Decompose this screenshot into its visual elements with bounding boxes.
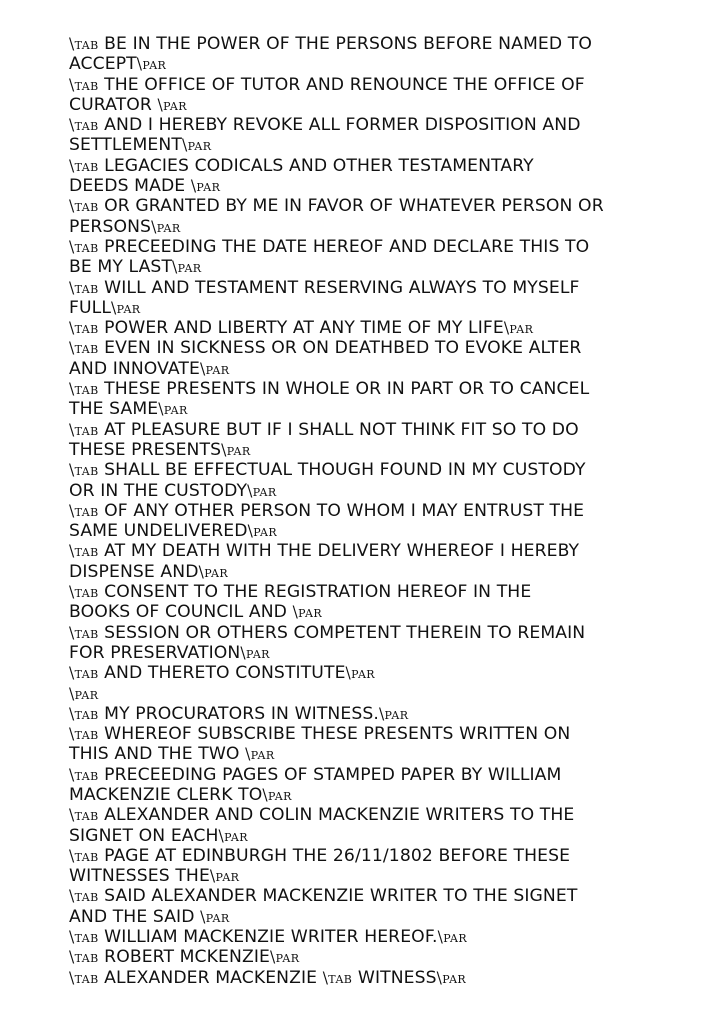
document-body — [69, 34, 709, 988]
document-line: BE MY LAST\par — [69, 257, 202, 278]
document-line: \tab WHEREOF SUBSCRIBE THESE PRESENTS WRITTEN ON — [69, 724, 571, 745]
document-line: ACCEPT\par — [69, 54, 167, 75]
document-line: \tab PAGE AT EDINBURGH THE 26/11/1802 BEFORE THESE — [69, 845, 571, 866]
document-line: \tab SESSION OR OTHERS COMPETENT THEREIN TO REMAIN — [69, 622, 586, 643]
document-line: \tab AT PLEASURE BUT IF I SHALL NOT THINK FIT SO TO DO — [69, 419, 579, 440]
document-line: \tab MY PROCURATORS IN WITNESS.\par — [69, 703, 409, 724]
document-line: \tab THE OFFICE OF TUTOR AND RENOUNCE THE OFFICE OF — [69, 74, 585, 95]
document-line: \tab WILLIAM MACKENZIE WRITER HEREOF.\par — [69, 927, 468, 948]
document-line: SIGNET ON EACH\par — [69, 825, 248, 846]
document-line: \tab PRECEEDING THE DATE HEREOF AND DECLARE THIS TO — [69, 236, 590, 257]
document-line: BOOKS OF COUNCIL AND \par — [69, 602, 323, 623]
document-line: MACKENZIE CLERK TO\par — [69, 784, 292, 805]
document-line: \tab SHALL BE EFFECTUAL THOUGH FOUND IN MY CUSTODY — [69, 460, 586, 481]
document-line: \tab EVEN IN SICKNESS OR ON DEATHBED TO EVOKE ALTER — [69, 338, 582, 359]
document-line: \tab ROBERT MCKENZIE\par — [69, 947, 300, 968]
document-line: SETTLEMENT\par — [69, 135, 212, 156]
document-line: \tab PRECEEDING PAGES OF STAMPED PAPER BY WILLIAM — [69, 764, 562, 785]
document-line: \tab OF ANY OTHER PERSON TO WHOM I MAY ENTRUST THE — [69, 500, 585, 521]
document-line: \tab THESE PRESENTS IN WHOLE OR IN PART OR TO CANCEL — [69, 379, 590, 400]
document-line: \tab SAID ALEXANDER MACKENZIE WRITER TO THE SIGNET — [69, 886, 578, 907]
document-line: FULL\par — [69, 297, 141, 318]
document-line: OR IN THE CUSTODY\par — [69, 480, 277, 501]
document-line: DISPENSE AND\par — [69, 561, 229, 582]
document-line: \tab POWER AND LIBERTY AT ANY TIME OF MY LIFE\par — [69, 318, 534, 339]
document-line: \tab LEGACIES CODICALS AND OTHER TESTAMENTARY — [69, 155, 534, 176]
document-line: THE SAME\par — [69, 399, 188, 420]
document-line: THIS AND THE TWO \par — [69, 744, 275, 765]
document-line: \tab OR GRANTED BY ME IN FAVOR OF WHATEVER PERSON OR — [69, 196, 604, 217]
document-line: \tab BE IN THE POWER OF THE PERSONS BEFORE NAMED TO — [69, 34, 592, 54]
document-line: \tab AT MY DEATH WITH THE DELIVERY WHEREOF I HEREBY — [69, 541, 580, 562]
document-line: \tab ALEXANDER AND COLIN MACKENZIE WRITERS TO THE — [69, 805, 575, 826]
document-line: PERSONS\par — [69, 216, 181, 237]
document-line: \tab WILL AND TESTAMENT RESERVING ALWAYS TO MYSELF — [69, 277, 580, 298]
document-line: THESE PRESENTS\par — [69, 439, 251, 460]
document-line: AND THE SAID \par — [69, 906, 230, 927]
document-line: FOR PRESERVATION\par — [69, 642, 270, 663]
document-line: \tab AND I HEREBY REVOKE ALL FORMER DISPOSITION AND — [69, 115, 581, 136]
document-line: DEEDS MADE \par — [69, 176, 221, 197]
document-line: \par — [69, 684, 99, 703]
document-line: AND INNOVATE\par — [69, 358, 230, 379]
document-line: \tab ALEXANDER MACKENZIE \tab WITNESS\par — [69, 967, 467, 988]
document-line: \tab AND THERETO CONSTITUTE\par — [69, 663, 375, 684]
document-line: WITNESSES THE\par — [69, 866, 240, 887]
document-line: SAME UNDELIVERED\par — [69, 521, 278, 542]
document-line: CURATOR \par — [69, 94, 187, 115]
document-line: \tab CONSENT TO THE REGISTRATION HEREOF IN THE — [69, 582, 532, 603]
